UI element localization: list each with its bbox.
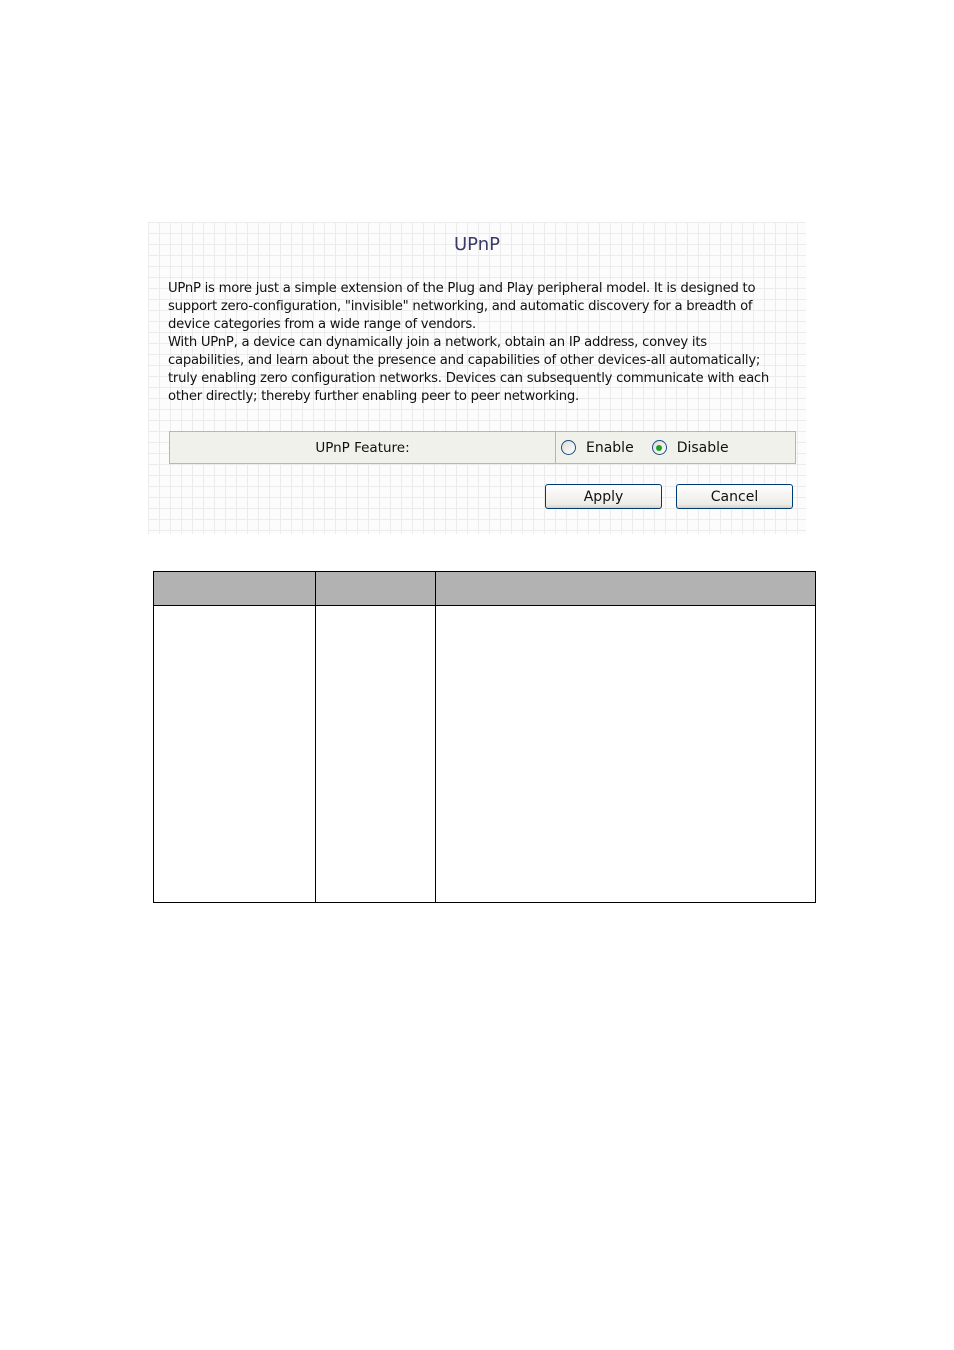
table-cell	[316, 606, 436, 903]
upnp-feature-label: UPnP Feature:	[170, 432, 556, 463]
cancel-button[interactable]: Cancel	[676, 484, 793, 509]
upnp-feature-row	[169, 431, 796, 464]
disable-radio[interactable]	[652, 440, 667, 455]
table-header-cell	[154, 572, 316, 606]
table-header-cell	[436, 572, 816, 606]
description-line: capabilities, and learn about the presence and capabilities of other devices-all automatically;	[168, 353, 761, 368]
apply-button[interactable]: Apply	[545, 484, 662, 509]
description-line: support zero-configuration, "invisible" networking, and automatic discovery for a breadth of	[168, 299, 753, 314]
table-header-row	[154, 572, 816, 606]
parameter-table	[153, 571, 816, 903]
description-line: UPnP is more just a simple extension of the Plug and Play peripheral model. It is designed to	[168, 281, 756, 296]
description-line: With UPnP, a device can dynamically join a network, obtain an IP address, convey its	[168, 335, 707, 350]
description-line: device categories from a wide range of vendors.	[168, 317, 476, 332]
table-header-cell	[316, 572, 436, 606]
enable-label: Enable	[586, 439, 634, 456]
enable-radio[interactable]	[561, 440, 576, 455]
enable-option[interactable]	[561, 440, 634, 456]
description-line: other directly; thereby further enabling peer to peer networking.	[168, 389, 579, 404]
table-row	[154, 606, 816, 903]
table-cell	[154, 606, 316, 903]
upnp-feature-options	[556, 432, 795, 463]
disable-option[interactable]	[652, 440, 729, 456]
description-line: truly enabling zero configuration networks. Devices can subsequently communicate with each	[168, 371, 770, 386]
upnp-panel	[148, 222, 806, 534]
table-cell	[436, 606, 816, 903]
panel-title: UPnP	[454, 234, 500, 255]
disable-label: Disable	[676, 439, 729, 456]
